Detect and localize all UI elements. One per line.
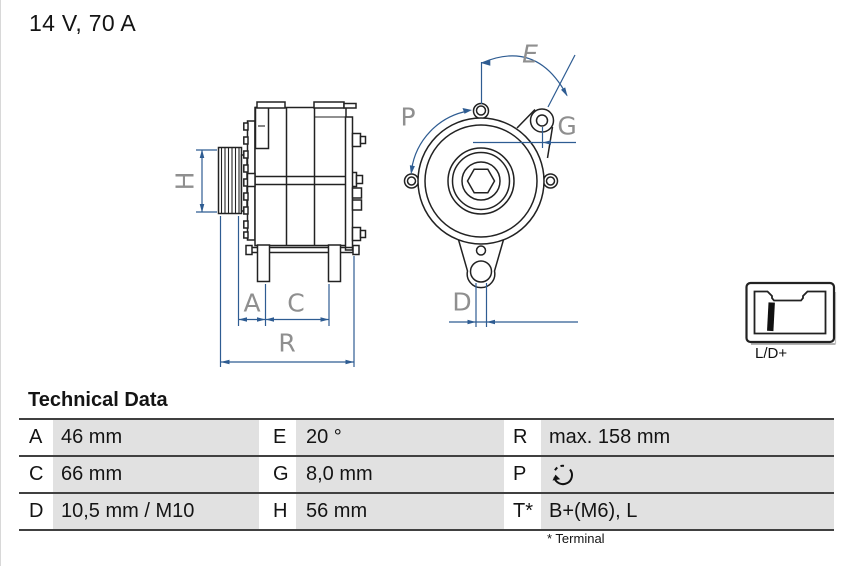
dim-key-r: R [504, 420, 541, 455]
front-view-drawing [400, 40, 578, 328]
dim-label-h: H [170, 171, 200, 191]
dim-value-g: 8,0 mm [296, 457, 504, 492]
dim-value-t: B+(M6), L [541, 494, 834, 529]
dim-key-p: P [504, 457, 541, 492]
dim-label-c: C [287, 288, 305, 318]
dim-value-h: 56 mm [296, 494, 504, 529]
housing-body [246, 102, 366, 255]
dim-label-d: D [452, 287, 472, 317]
dim-value-c: 66 mm [53, 457, 259, 492]
table-row [19, 494, 834, 531]
side-view-drawing [171, 102, 366, 367]
dim-key-c: C [19, 457, 53, 492]
rotation-direction-icon [549, 462, 575, 488]
dim-key-h: H [259, 494, 296, 529]
left-ear [405, 174, 419, 188]
pulley [219, 148, 248, 214]
drive-end-face [418, 118, 544, 244]
dim-key-a: A [19, 420, 53, 455]
dim-label-g: G [557, 111, 577, 141]
alternator-technical-drawing [1, 0, 850, 385]
right-ear [544, 174, 558, 188]
technical-data-table [19, 418, 834, 531]
dim-label-r: R [278, 328, 296, 358]
plug-connector-icon [747, 283, 836, 362]
dim-label-e: E [522, 39, 538, 69]
dim-key-g: G [259, 457, 296, 492]
dim-value-a: 46 mm [53, 420, 259, 455]
dim-label-a: A [243, 288, 261, 318]
dimension-e [481, 40, 575, 108]
connector-terminal-label: L/D+ [755, 345, 788, 362]
table-row [19, 420, 834, 457]
table-row [19, 457, 834, 494]
mounting-feet [258, 245, 341, 282]
technical-data-title: Technical Data [28, 389, 168, 411]
dim-key-e: E [259, 420, 296, 455]
dim-value-e: 20 ° [296, 420, 504, 455]
dim-key-t: T* [504, 494, 541, 529]
dim-value-r: max. 158 mm [541, 420, 834, 455]
voltage-amperage-rating: 14 V, 70 A [29, 10, 137, 36]
dim-key-d: D [19, 494, 53, 529]
dimension-d [449, 283, 578, 327]
dimension-h [171, 150, 218, 213]
dim-value-p [541, 457, 834, 492]
dim-value-d: 10,5 mm / M10 [53, 494, 259, 529]
dim-label-p: P [400, 102, 416, 132]
terminal-footnote: * Terminal [547, 531, 605, 546]
